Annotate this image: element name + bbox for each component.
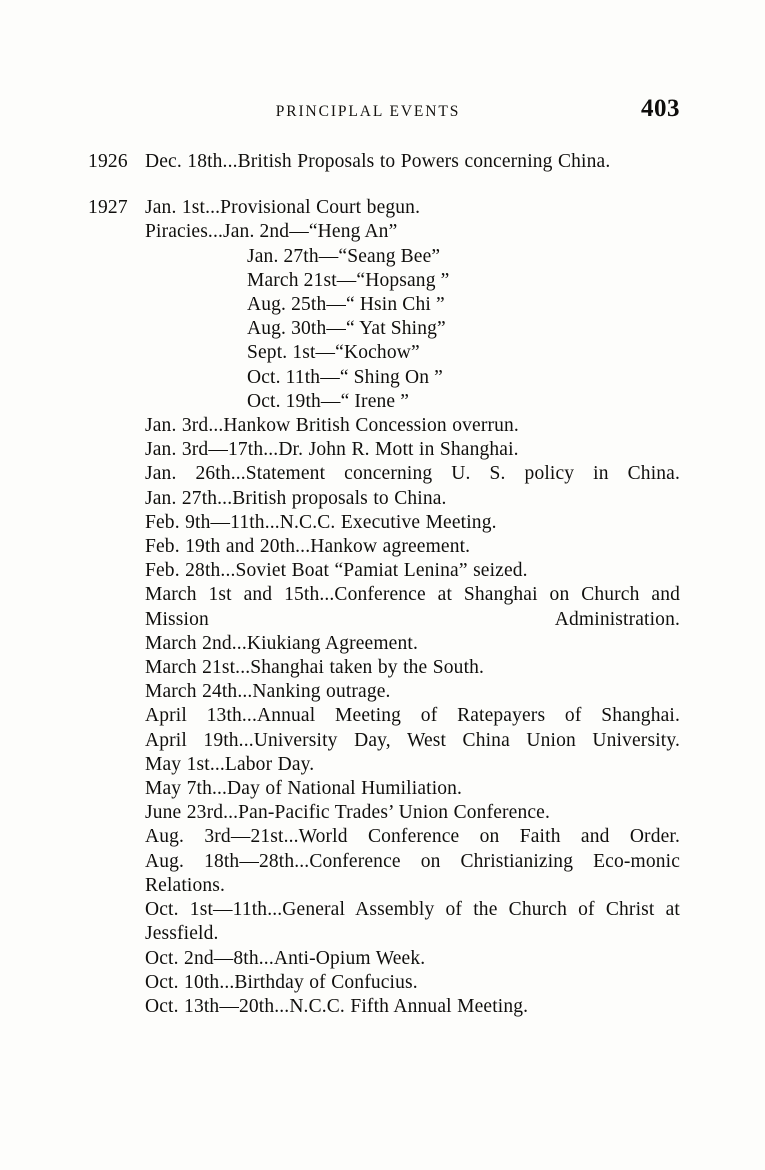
piracy-entry-text: March 21st—“Hopsang ” — [247, 269, 450, 291]
event-entry: April 13th...Annual Meeting of Ratepayers of Shanghai. — [145, 705, 680, 727]
piracy-entry-text: Aug. 30th—“ Yat Shing” — [247, 318, 446, 340]
event-entry: May 1st...Labor Day. — [145, 753, 315, 775]
event-entry: Jan. 27th...British proposals to China. — [145, 487, 447, 509]
running-head — [88, 95, 680, 127]
piracy-entry-text: Jan. 27th—“Seang Bee” — [247, 245, 441, 267]
event-entry: Oct. 1st—11th...General Assembly of the Church of Christ at Jessfield. — [145, 899, 680, 945]
event-entry: Jan. 26th...Statement concerning U. S. policy in China. — [145, 463, 680, 485]
year-entries — [145, 196, 680, 1019]
year-entries — [145, 150, 680, 174]
page-title: PRINCIPLAL EVENTS — [275, 103, 461, 120]
piracy-entry — [145, 245, 680, 269]
piracy-entry-text: Oct. 11th—“ Shing On ” — [247, 366, 443, 388]
event-entry: March 2nd...Kiukiang Agreement. — [145, 632, 418, 654]
page-number: 403 — [641, 95, 680, 122]
event-entry: Jan. 3rd...Hankow British Concession overrun. — [145, 415, 519, 437]
piracy-entry-text: Aug. 25th—“ Hsin Chi ” — [247, 294, 445, 316]
year-label: 1926 — [88, 151, 128, 172]
event-entry: Jan. 3rd—17th...Dr. John R. Mott in Shanghai. — [145, 439, 519, 461]
piracy-entry — [145, 269, 680, 293]
event-entry: Feb. 28th...Soviet Boat “Pamiat Lenina” seized. — [145, 560, 528, 582]
year-group — [88, 150, 680, 174]
piracy-entry — [145, 366, 680, 390]
event-entry: Jan. 1st...Provisional Court begun. — [145, 197, 421, 219]
event-entry: Aug. 3rd—21st...World Conference on Faith and Order. — [145, 826, 680, 848]
piracy-entry — [145, 220, 680, 244]
piracy-entry — [145, 293, 680, 317]
year-label: 1927 — [88, 197, 128, 219]
event-entry: June 23rd...Pan-Pacific Trades’ Union Conference. — [145, 802, 550, 824]
event-entry: April 19th...University Day, West China Union University. — [145, 729, 680, 751]
piracy-list-label: Piracies... — [145, 221, 224, 243]
piracy-entry — [145, 317, 680, 341]
event-entry: March 24th...Nanking outrage. — [145, 681, 391, 703]
event-entry: Oct. 13th—20th...N.C.C. Fifth Annual Meeting. — [145, 995, 529, 1017]
event-entry: May 7th...Day of National Humiliation. — [145, 778, 463, 800]
piracy-entry-text: Sept. 1st—“Kochow” — [247, 342, 420, 364]
piracy-entry — [145, 341, 680, 365]
event-entry: Feb. 9th—11th...N.C.C. Executive Meeting. — [145, 511, 497, 533]
event-entry: Oct. 2nd—8th...Anti-Opium Week. — [145, 947, 426, 969]
event-entry: Feb. 19th and 20th...Hankow agreement. — [145, 536, 471, 558]
event-entry: Aug. 18th—28th...Conference on Christianizing Eco-monic Relations. — [145, 850, 680, 896]
year-group — [88, 196, 680, 1019]
piracy-entry-text: Oct. 19th—“ Irene ” — [247, 390, 410, 412]
piracy-entry — [145, 390, 680, 414]
event-entry: Dec. 18th...British Proposals to Powers concerning China. — [145, 151, 611, 172]
event-entry: March 1st and 15th...Conference at Shanghai on Church and Mission Administration. — [145, 584, 680, 630]
piracy-entry-text: Jan. 2nd—“Heng An” — [223, 221, 398, 243]
chronology-list — [88, 150, 680, 1019]
event-entry: Oct. 10th...Birthday of Confucius. — [145, 971, 418, 993]
event-entry: March 21st...Shanghai taken by the South. — [145, 657, 485, 679]
